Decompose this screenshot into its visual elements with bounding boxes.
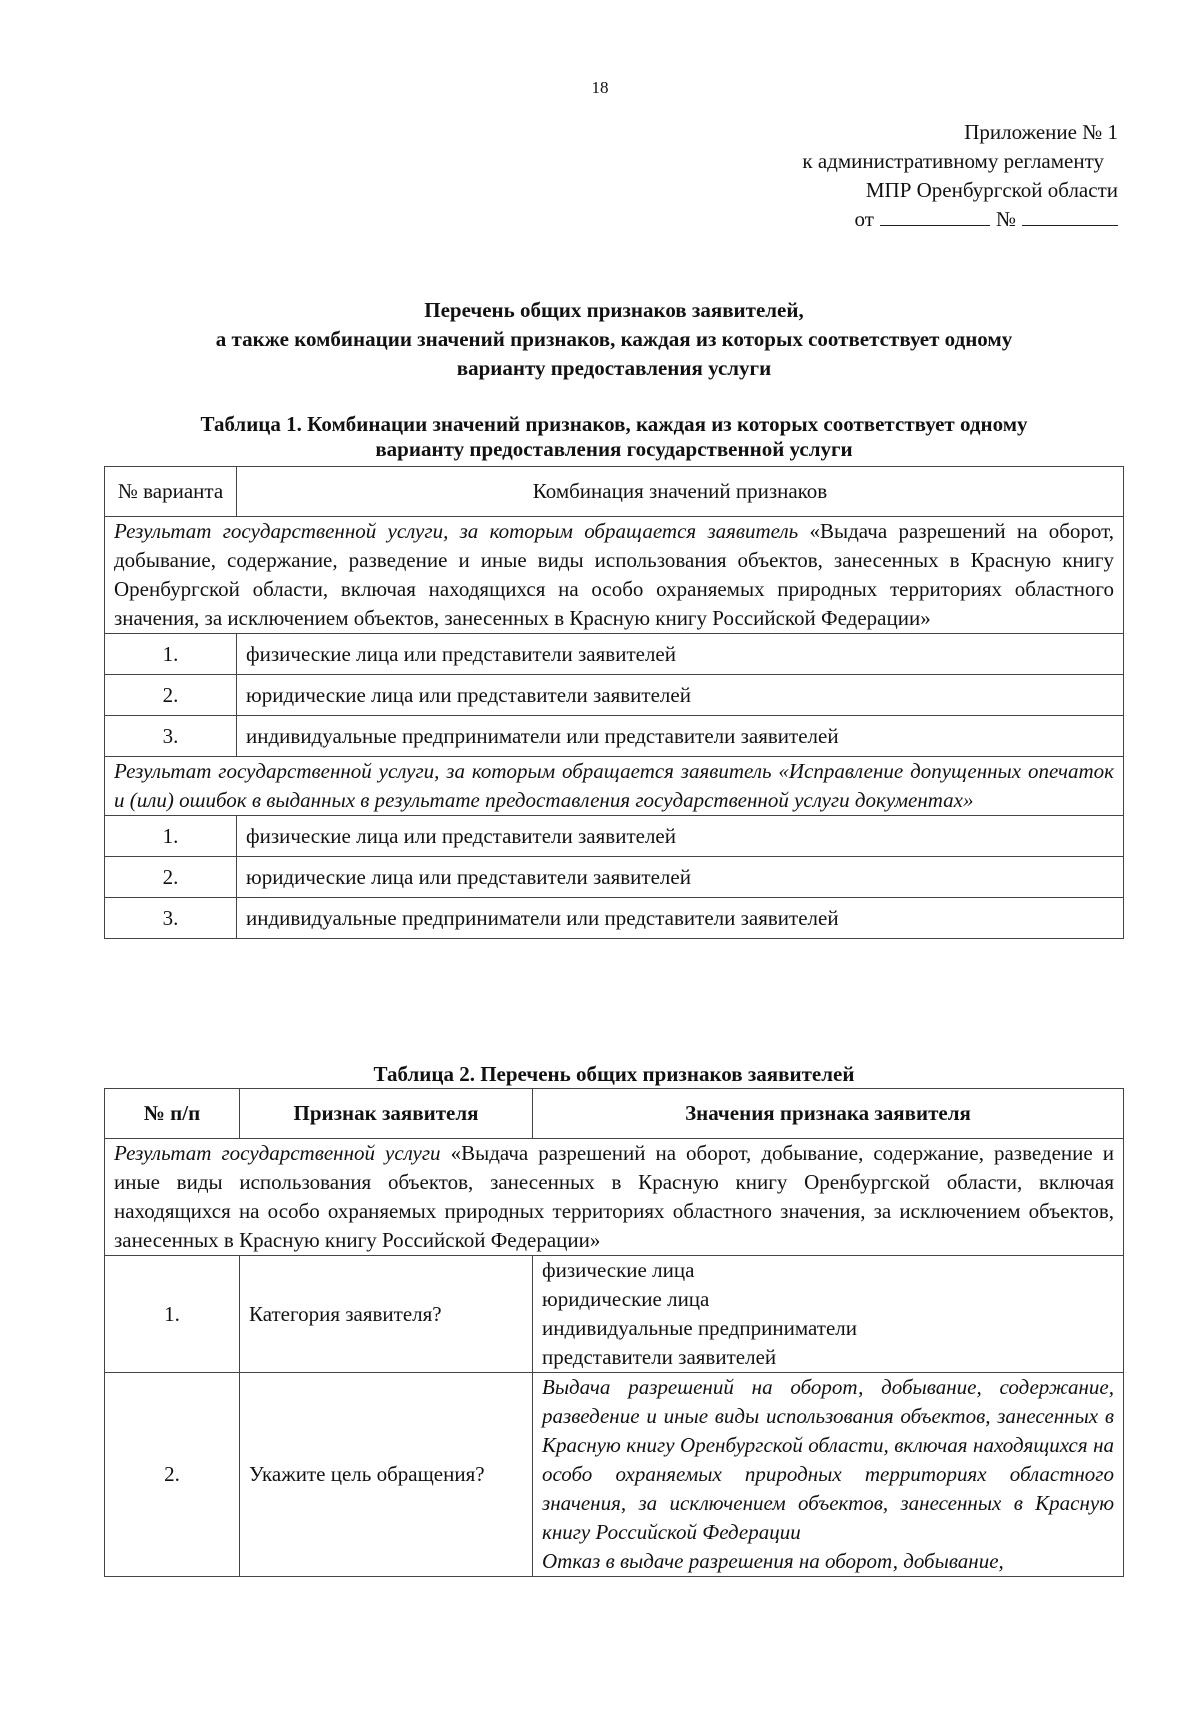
table1-s2-row1-num: 1.: [105, 816, 237, 857]
table-row: [105, 634, 1124, 675]
table1-s1-row3-num: 3.: [105, 716, 237, 757]
table1-section1-row: [105, 517, 1124, 634]
table1-s1-row2-text: юридические лица или представители заявителей: [237, 675, 1124, 716]
value-item: индивидуальные предприниматели: [542, 1316, 857, 1340]
table-row: [105, 816, 1124, 857]
table-row: [105, 716, 1124, 757]
approval-line-1: Приложение № 1: [964, 120, 1118, 144]
table-row: [105, 898, 1124, 939]
table1-s2-row1-text: физические лица или представители заявителей: [237, 816, 1124, 857]
table-row: [105, 1373, 1124, 1577]
table1-section1-text: «Выдача разрешений на оборот, добывание, содержание, разведение и иные виды использования объектов, занесенных в Красную книгу Оренбургской области, включая находящихся на особо охраняемых природных территориях областного значения, за исключением объектов, занесенных в Красную книгу Российской Федерации»: [114, 519, 1114, 630]
table2-header-row: [105, 1089, 1124, 1139]
table2-row1-values: [533, 1256, 1124, 1373]
table1-s2-row3-text: индивидуальные предприниматели или представители заявителей: [237, 898, 1124, 939]
value-item: физические лица: [542, 1258, 695, 1282]
approval-date-line: [698, 205, 1118, 234]
table2-row2-values: [533, 1373, 1124, 1577]
table2-section1-lead: Результат государственной услуги: [114, 1141, 441, 1165]
table1-header-num: № варианта: [105, 467, 237, 517]
table-row: [105, 675, 1124, 716]
table2-row1-feature: Категория заявителя?: [240, 1256, 533, 1373]
table2-section1-text: «Выдача разрешений на оборот, добывание, содержание, разведение и иные виды использования объектов, занесенных в Красную книгу Оренбургской области, включая находящихся на особо охраняемых природных территориях областного значения, за исключением объектов, занесенных в Красную книгу Российской Федерации»: [114, 1141, 1114, 1252]
value-item: Отказ в выдаче разрешения на оборот, добывание,: [542, 1549, 1004, 1573]
title-line-2: а также комбинации значений признаков, каждая из которых соответствует одному: [215, 327, 1013, 351]
approval-line-2: к административному регламенту: [802, 149, 1104, 173]
table1-s1-row3-text: индивидуальные предприниматели или представители заявителей: [237, 716, 1124, 757]
table1-s1-row1-text: физические лица или представители заявителей: [237, 634, 1124, 675]
approval-block: [698, 118, 1118, 234]
value-item: юридические лица: [542, 1287, 710, 1311]
table2-header-feature: Признак заявителя: [240, 1089, 533, 1139]
table2-header-values: Значения признака заявителя: [533, 1089, 1124, 1139]
date-blank: [880, 205, 990, 226]
table1-s1-row1-num: 1.: [105, 634, 237, 675]
approval-line-3: МПР Оренбургской области: [865, 178, 1118, 202]
table2-header-num: № п/п: [105, 1089, 240, 1139]
value-item: Выдача разрешений на оборот, добывание, содержание, разведение и иные виды использования объектов, занесенных в Красную книгу Оренбургской области, включая находящихся на особо охраняемых природных территориях областного значения, за исключением объектов, занесенных в Красную книгу Российской Федерации: [542, 1375, 1114, 1544]
table-row: [105, 857, 1124, 898]
table1-section1: [105, 517, 1124, 634]
table2-section1: [105, 1139, 1124, 1256]
table1-s2-row2-num: 2.: [105, 857, 237, 898]
table1-section2-row: [105, 757, 1124, 816]
title-line-1: Перечень общих признаков заявителей,: [424, 298, 804, 322]
table1-header-row: [105, 467, 1124, 517]
number-label: №: [995, 207, 1016, 231]
table1-s2-row2-text: юридические лица или представители заявителей: [237, 857, 1124, 898]
table1-caption-line-1: Таблица 1. Комбинации значений признаков, каждая из которых соответствует одному: [200, 412, 1028, 436]
table2-section1-row: [105, 1139, 1124, 1256]
table1-s2-row3-num: 3.: [105, 898, 237, 939]
table-row: [105, 1256, 1124, 1373]
table1-section1-lead: Результат государственной услуги, за которым обращается заявитель: [114, 519, 799, 543]
table1-header-combo: Комбинация значений признаков: [237, 467, 1124, 517]
table1-caption: [104, 412, 1124, 462]
number-blank: [1022, 205, 1118, 226]
value-item: представители заявителей: [542, 1345, 777, 1369]
table2-row2-feature: Укажите цель обращения?: [240, 1373, 533, 1577]
document-title: [104, 296, 1124, 383]
table1-caption-line-2: варианту предоставления государственной услуги: [375, 437, 853, 461]
table1-section2: Результат государственной услуги, за которым обращается заявитель «Исправление допущенных опечаток и (или) ошибок в выданных в результате предоставления государственной услуги документах»: [105, 757, 1124, 816]
table2-row1-num: 1.: [105, 1256, 240, 1373]
page-number: 18: [591, 78, 609, 97]
table2-row2-num: 2.: [105, 1373, 240, 1577]
table1: [104, 466, 1124, 939]
table2: [104, 1088, 1124, 1577]
title-line-3: варианту предоставления услуги: [456, 356, 772, 380]
table2-caption: Таблица 2. Перечень общих признаков заявителей: [373, 1062, 855, 1086]
from-label: от: [854, 207, 874, 231]
table1-s1-row2-num: 2.: [105, 675, 237, 716]
